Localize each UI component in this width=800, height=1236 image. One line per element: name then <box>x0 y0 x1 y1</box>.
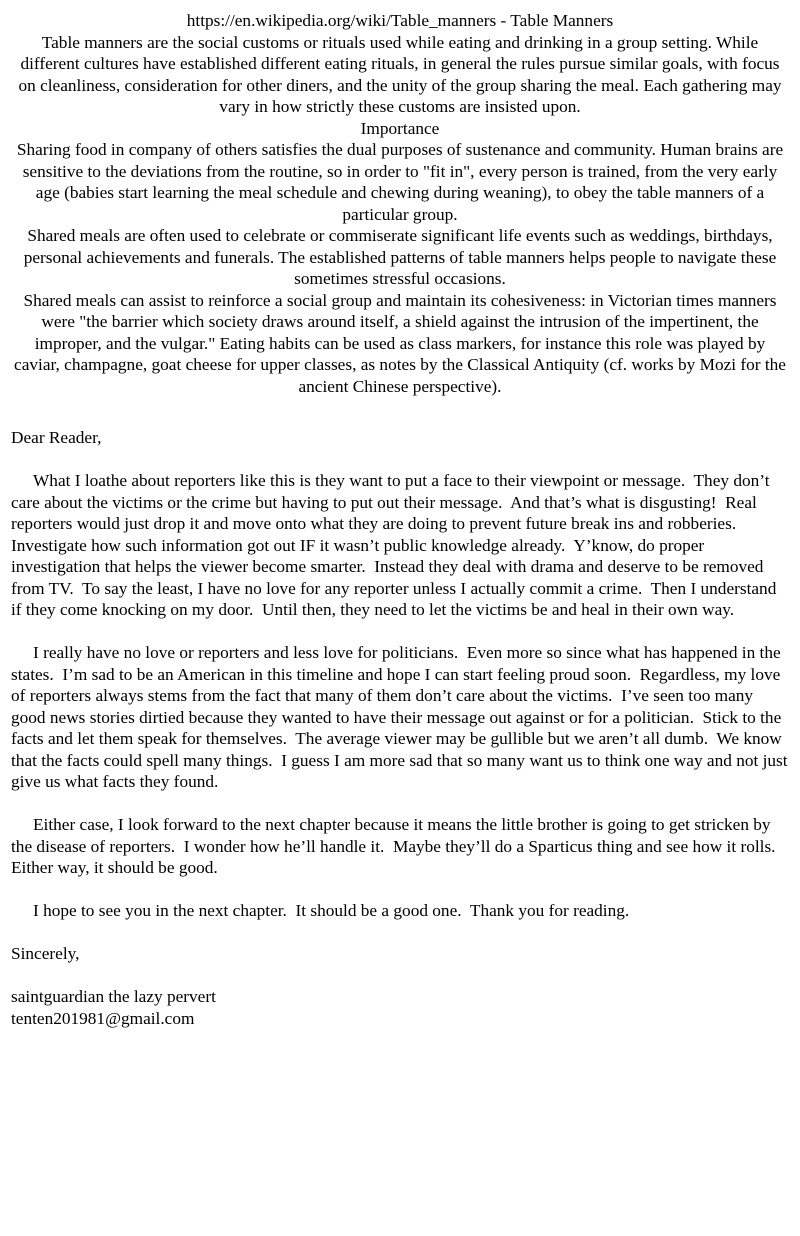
letter-section <box>11 427 792 1029</box>
letter-closing: Sincerely, <box>11 944 80 963</box>
wiki-paragraph: Sharing food in company of others satisfies the dual purposes of sustenance and community. Human brains are sensitive to the deviations from the routine, so in order to "fit in", every person is trained, from the very early age (babies start learning the meal schedule and chewing during weaning), to obey the table manners of a particular group. <box>16 140 788 224</box>
letter-paragraph: I hope to see you in the next chapter. It should be a good one. Thank you for reading. <box>33 901 630 920</box>
letter-paragraph: Either case, I look forward to the next chapter because it means the little brother is going to get stricken by the disease of reporters. I wonder how he’ll handle it. Maybe they’ll do a Sparticus thing and see how it rolls. Either way, it should be good. <box>11 815 785 877</box>
letter-paragraph: I really have no love or reporters and less love for politicians. Even more so since what has happened in the states. I’m sad to be an American in this timeline and hope I can start feeling proud soon. Regardless, my love of reporters always stems from the fact that many of them don’t care about the victims. I’ve seen too many good news stories dirtied because they wanted to have their message out against or for a politician. Stick to the facts and let them speak for themselves. The average viewer may be gullible but we aren’t all dumb. We know that the facts could spell many things. I guess I am more sad that so many want us to think one way and not just give us what facts they found. <box>11 643 792 791</box>
letter-salutation: Dear Reader, <box>11 428 102 447</box>
wiki-intro-paragraph: Table manners are the social customs or rituals used while eating and drinking in a group setting. While different cultures have established different eating rituals, in general the rules pursue similar goals, with focus on cleanliness, consideration for other diners, and the unity of the group sharing the meal. Each gathering may vary in how strictly these customs are insisted upon. <box>18 32 786 116</box>
wiki-source-line: https://en.wikipedia.org/wiki/Table_manners - Table Manners <box>186 11 614 30</box>
signature-name: saintguardian the lazy pervert <box>11 987 216 1006</box>
wiki-paragraph: Shared meals are often used to celebrate or commiserate significant life events such as weddings, birthdays, personal achievements and funerals. The established patterns of table manners helps people to navigate these sometimes stressful occasions. <box>23 226 781 288</box>
wiki-heading-importance: Importance <box>360 118 440 138</box>
signature-block <box>11 943 789 1029</box>
wiki-excerpt-section <box>11 10 789 397</box>
signature-email: tenten201981@gmail.com <box>11 1008 195 1028</box>
wiki-paragraph: Shared meals can assist to reinforce a social group and maintain its cohesiveness: in Victorian times manners were "the barrier which society draws around itself, a shield against the intrusion of the impertinent, the improper, and the vulgar." Eating habits can be used as class markers, for instance this role was played by caviar, champagne, goat cheese for upper classes, as notes by the Classical Antiquity (cf. works by Mozi for the ancient Chinese perspective). <box>14 290 791 396</box>
letter-paragraph: What I loathe about reporters like this is they want to put a face to their viewpoint or message. They don’t care about the victims or the crime but having to put out their message. And that’s what is disgusting! Real reporters would just drop it and move onto what they are doing to prevent future break ins and robberies. Investigate how such information got out IF it wasn’t public knowledge already. Y’know, do proper investigation that helps the viewer become smarter. Instead they deal with drama and deserve to be removed from TV. To say the least, I have no love for any reporter unless I actually commit a crime. Then I understand if they come knocking on my door. Until then, they need to let the victims be and heal in their own way. <box>11 471 781 619</box>
